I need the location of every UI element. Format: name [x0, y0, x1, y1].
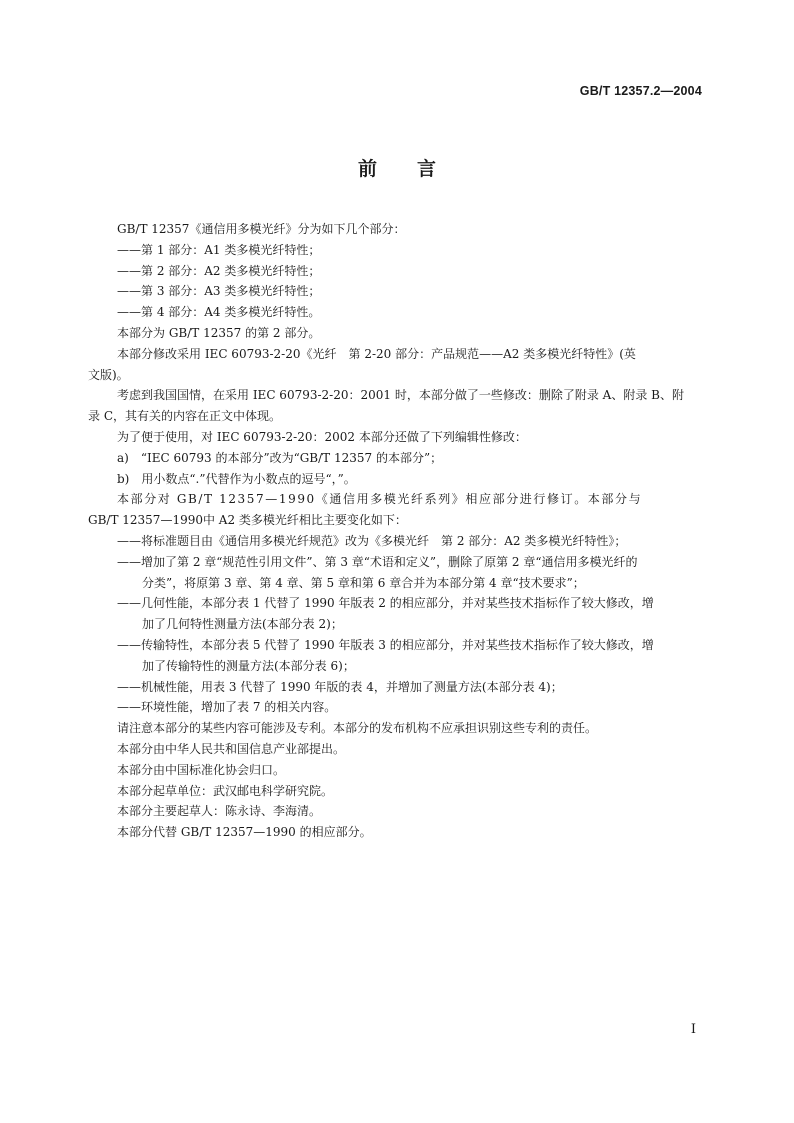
paragraph: 请注意本部分的某些内容可能涉及专利。本部分的发布机构不应承担识别这些专利的责任。 [117, 721, 598, 736]
paragraph: 本部分由中国标准化协会归口。 [117, 762, 286, 777]
paragraph: 本部分主要起草人：陈永诗、李海清。 [117, 804, 322, 819]
paragraph: 本部分为 GB/T 12357 的第 2 部分。 [117, 325, 321, 340]
paragraph: 本部分对 GB/T 12357—1990《通信用多模光纤系列》相应部分进行修订。本部分与 [117, 492, 643, 507]
list-item: ——第 3 部分：A3 类多模光纤特性； [117, 284, 321, 299]
page-number: I [690, 1022, 696, 1037]
title-char-2: 言 [417, 158, 437, 180]
list-item-continuation: 加了传输特性的测量方法(本部分表 6)； [142, 658, 355, 673]
paragraph: 本部分起草单位：武汉邮电科学研究院。 [117, 783, 334, 798]
list-item: ——第 2 部分：A2 类多模光纤特性； [117, 263, 321, 278]
list-item: ——第 4 部分：A4 类多模光纤特性。 [117, 305, 321, 320]
paragraph-continuation: 录 C，其有关的内容在正文中体现。 [88, 409, 281, 424]
list-item: ——机械性能，用表 3 代替了 1990 年版的表 4，并增加了测量方法(本部分表 4)； [117, 679, 563, 694]
list-item: ——几何性能，本部分表 1 代替了 1990 年版表 2 的相应部分，并对某些技术指标作了较大修改，增 [117, 596, 654, 611]
paragraph: 本部分由中华人民共和国信息产业部提出。 [117, 741, 346, 756]
list-item: b) 用小数点“.”代替作为小数点的逗号“，”。 [117, 471, 356, 486]
list-item-continuation: 加了几何特性测量方法(本部分表 2)； [142, 617, 343, 632]
foreword-body [88, 219, 708, 843]
title-char-1: 前 [357, 158, 377, 180]
list-item: ——将标准题目由《通信用多模光纤规范》改为《多模光纤 第 2 部分：A2 类多模光纤特性》； [117, 533, 627, 548]
paragraph: 为了便于使用，对 IEC 60793-2-20：2002 本部分还做了下列编辑性修改： [117, 429, 527, 444]
paragraph: 本部分代替 GB/T 12357—1990 的相应部分。 [117, 825, 372, 840]
paragraph: 本部分修改采用 IEC 60793-2-20《光纤 第 2-20 部分：产品规范——A2 类多模光纤特性》(英 [117, 346, 636, 361]
list-item: ——传输特性，本部分表 5 代替了 1990 年版表 3 的相应部分，并对某些技术指标作了较大修改，增 [117, 637, 654, 652]
list-item: ——第 1 部分：A1 类多模光纤特性； [117, 242, 321, 257]
list-item: ——增加了第 2 章“规范性引用文件”、第 3 章“术语和定义”，删除了原第 2 章“通信用多模光纤的 [117, 554, 638, 569]
paragraph-continuation: GB/T 12357—1990中 A2 类多模光纤相比主要变化如下： [88, 513, 407, 528]
list-item-continuation: 分类”，将原第 3 章、第 4 章、第 5 章和第 6 章合并为本部分第 4 章“技术要求”； [142, 575, 585, 590]
page-title [0, 154, 794, 181]
list-item: ——环境性能，增加了表 7 的相关内容。 [117, 700, 337, 715]
paragraph: GB/T 12357《通信用多模光纤》分为如下几个部分： [117, 222, 406, 236]
paragraph: 考虑到我国国情，在采用 IEC 60793-2-20：2001 时，本部分做了一些修改：删除了附录 A、附录 B、附 [117, 388, 684, 403]
paragraph-continuation: 文版)。 [88, 367, 129, 382]
standard-number: GB/T 12357.2—2004 [579, 84, 702, 98]
list-item: a) “IEC 60793 的本部分”改为“GB/T 12357 的本部分”； [117, 450, 443, 465]
